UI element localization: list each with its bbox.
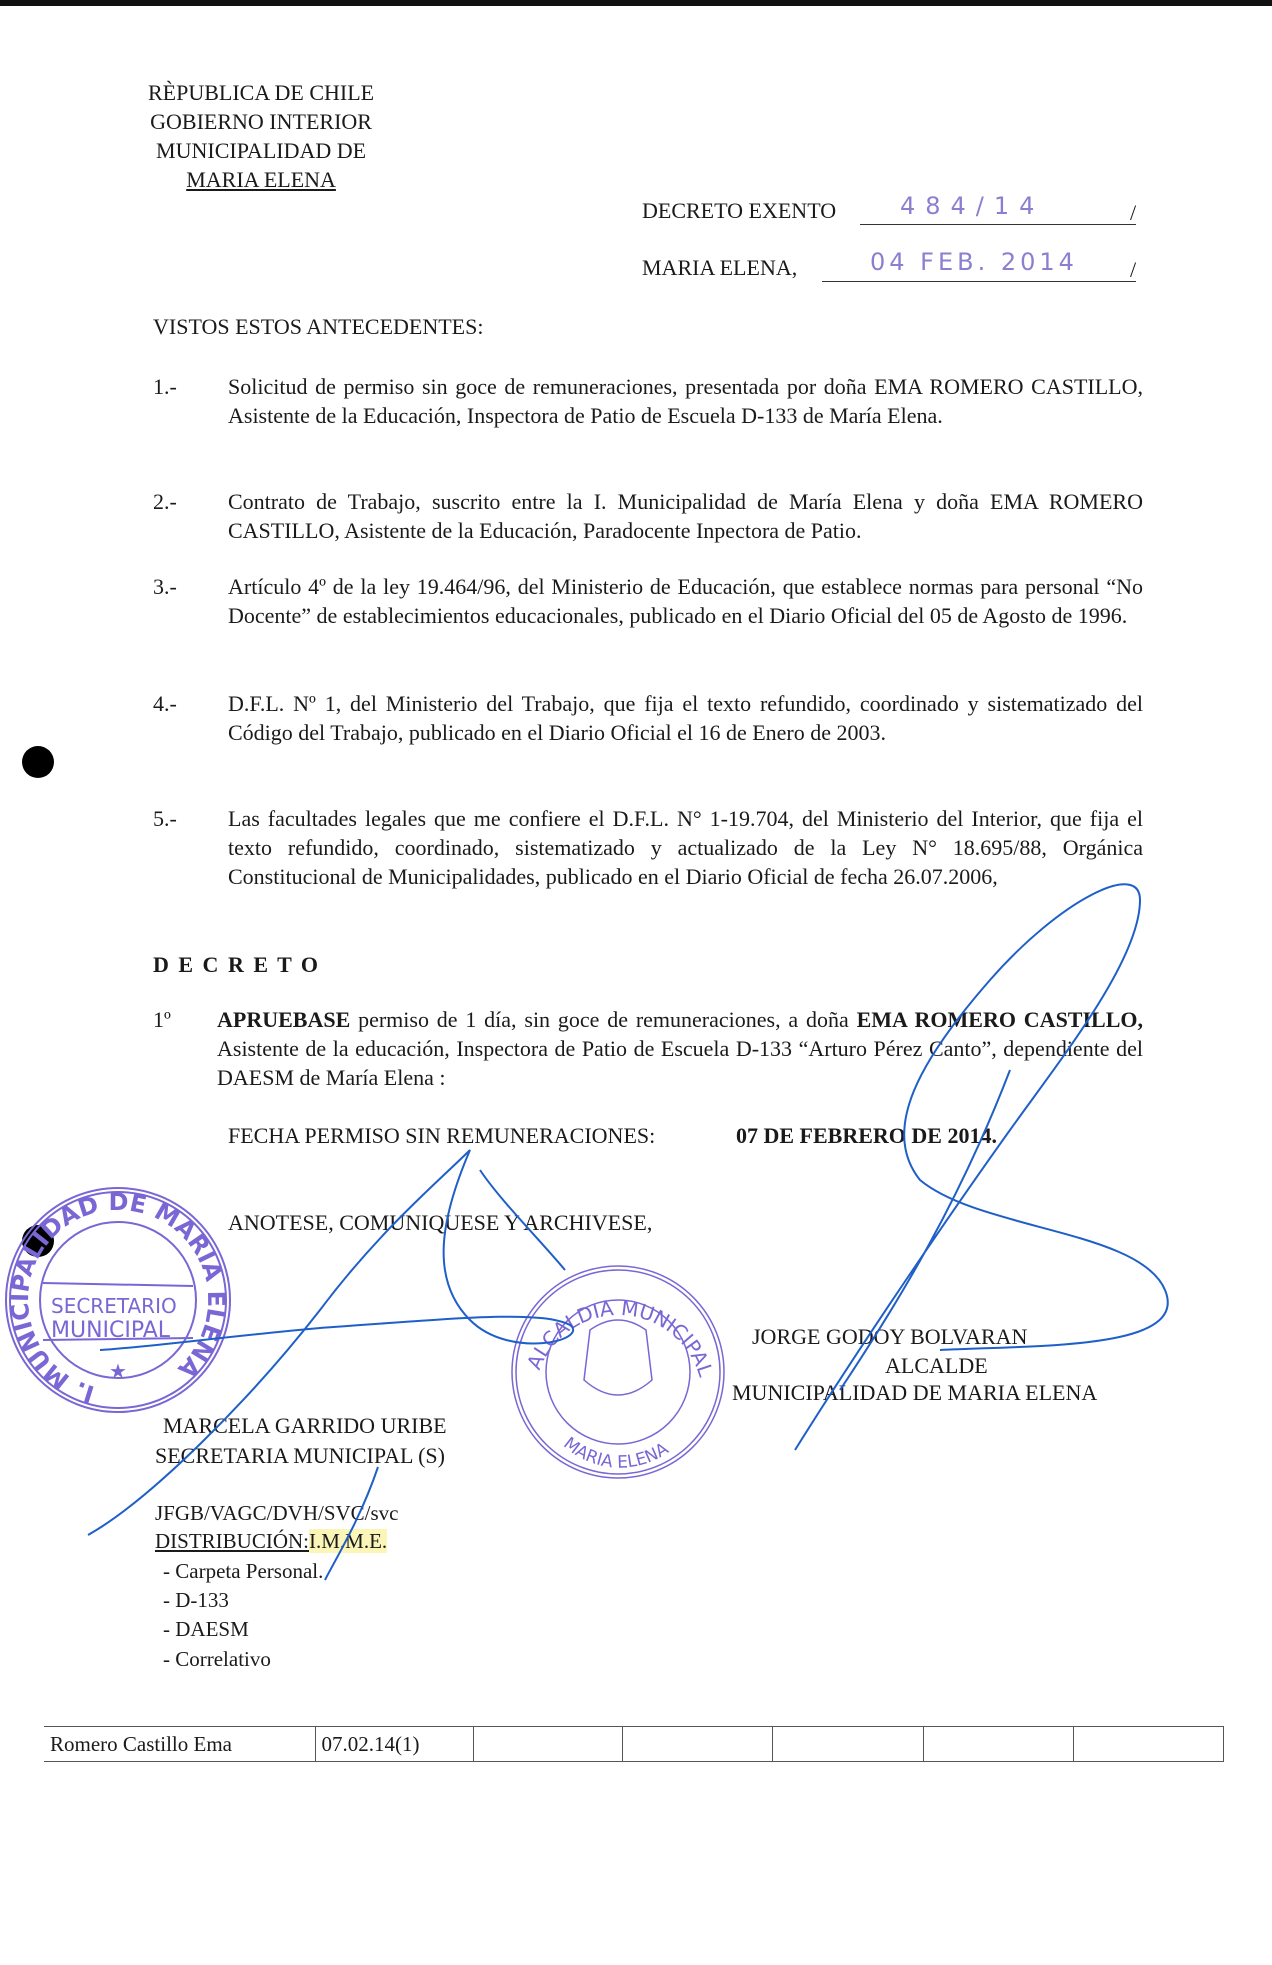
decree-number: 484/14 — [900, 192, 1045, 220]
right-stamp — [512, 1266, 724, 1478]
mayor-name: JORGE GODOY BOLVARAN — [752, 1324, 1028, 1349]
item-number: 5.- — [153, 806, 177, 831]
mayor-title: ALCALDE — [885, 1353, 988, 1378]
letterhead-line: RÈPUBLICA DE CHILE — [148, 80, 375, 105]
table-cell — [924, 1727, 1074, 1762]
left-stamp-center-2: MUNICIPAL — [51, 1318, 171, 1343]
table-row — [44, 1727, 1224, 1762]
permit-date-label: FECHA PERMISO SIN REMUNERACIONES: — [228, 1123, 656, 1148]
item-text: Artículo 4º de la ley 19.464/96, del Ministerio de Educación, que establece normas para personal “No Docente” de establecimientos educacionales, publicado en el Diario Oficial del 05 de Agosto de 1996. — [228, 574, 1143, 628]
right-stamp-bottom-text: MARIA ELENA — [559, 1433, 673, 1473]
closing-formula: ANOTESE, COMUNIQUESE Y ARCHIVESE, — [228, 1210, 653, 1235]
punch-hole — [22, 1225, 54, 1257]
distribution-item: - D-133 — [163, 1588, 229, 1612]
decree-label: DECRETO EXENTO — [642, 198, 837, 223]
item-number: 1.- — [153, 374, 177, 399]
article-text — [217, 1005, 1143, 1092]
table-cell: Romero Castillo Ema — [44, 1727, 315, 1762]
distribution-item: - DAESM — [163, 1617, 249, 1641]
distribution-item: - Carpeta Personal. — [163, 1559, 324, 1583]
table-cell: 07.02.14(1) — [315, 1727, 474, 1762]
letterhead — [148, 78, 374, 194]
item-number: 2.- — [153, 489, 177, 514]
item-text: Las facultades legales que me confiere el D.F.L. N° 1-19.704, del Ministerio del Interior, que fija el texto refundido, coordinado, sistematizado y actualizado de la Ley N° 18.695/88, Orgánica Constitucional de Municipalidades, publicado en el Diario Oficial de fecha 26.07.2006, — [228, 806, 1143, 889]
item-number: 4.- — [153, 691, 177, 716]
item-text: Solicitud de permiso sin goce de remuneraciones, presentada por doña EMA ROMERO CASTILLO, Asistente de la Educación, Inspectora de Patio de Escuela D-133 de María Elena. — [228, 374, 1143, 428]
vistos-heading: VISTOS ESTOS ANTECEDENTES: — [153, 314, 484, 339]
article-text-a: permiso de 1 día, sin goce de remuneraciones, a doña — [350, 1007, 857, 1032]
registry-table — [44, 1726, 1224, 1762]
distribution-item: - Correlativo — [163, 1647, 271, 1671]
slash: / — [1130, 257, 1137, 282]
date-line — [822, 281, 1136, 282]
distribution-label: DISTRIBUCIÓN: — [155, 1529, 310, 1553]
letterhead-line: GOBIERNO INTERIOR — [150, 109, 372, 134]
table-cell — [474, 1727, 623, 1762]
secretary-title: SECRETARIA MUNICIPAL (S) — [155, 1443, 445, 1468]
mayor-organization: MUNICIPALIDAD DE MARIA ELENA — [732, 1380, 1098, 1405]
right-stamp-top-text: ALCALDIA MUNICIPAL — [521, 1295, 718, 1380]
table-cell — [623, 1727, 773, 1762]
decreto-heading: D E C R E T O — [153, 952, 321, 977]
item-text: Contrato de Trabajo, suscrito entre la I. Municipalidad de María Elena y doña EMA ROMERO CASTILLO, Asistente de la Educación, Paradocente Inpectora de Patio. — [228, 489, 1143, 543]
punch-hole — [22, 746, 54, 778]
distribution-value: I.M.M.E. — [309, 1529, 388, 1553]
place-label: MARIA ELENA, — [642, 255, 798, 280]
item-number: 3.- — [153, 574, 177, 599]
letterhead-line: MARIA ELENA — [186, 167, 336, 192]
table-cell — [1074, 1727, 1224, 1762]
article-text-b: Asistente de la educación, Inspectora de Patio de Escuela D-133 “Arturo Pérez Canto”, dependiente del DAESM de María Elena : — [217, 1036, 1143, 1090]
star-icon: ★ — [109, 1361, 127, 1383]
left-stamp — [6, 1188, 230, 1412]
item-text: D.F.L. Nº 1, del Ministerio del Trabajo, que fija el texto refundido, coordinado y sistematizado del Código del Trabajo, publicado en el Diario Oficial el 16 de Enero de 2003. — [228, 691, 1143, 745]
table-cell — [773, 1727, 924, 1762]
letterhead-line: MUNICIPALIDAD DE — [156, 138, 367, 163]
permit-date-value: 07 DE FEBRERO DE 2014. — [736, 1123, 997, 1148]
decree-number-line — [860, 224, 1136, 225]
distribution — [155, 1527, 387, 1556]
secretary-name: MARCELA GARRIDO URIBE — [163, 1413, 447, 1438]
approve-word: APRUEBASE — [217, 1007, 351, 1032]
initials: JFGB/VAGC/DVH/SVC/svc — [155, 1501, 399, 1525]
employee-name: EMA ROMERO CASTILLO, — [856, 1007, 1143, 1032]
article-number: 1º — [153, 1007, 171, 1032]
decree-date: 04 FEB. 2014 — [870, 248, 1078, 276]
slash: / — [1130, 200, 1137, 225]
scan-top-border — [0, 0, 1272, 6]
left-stamp-center-1: SECRETARIO — [51, 1294, 177, 1318]
left-stamp-ring-text: I. MUNICIPALIDAD DE MARIA ELENA — [5, 1187, 231, 1409]
